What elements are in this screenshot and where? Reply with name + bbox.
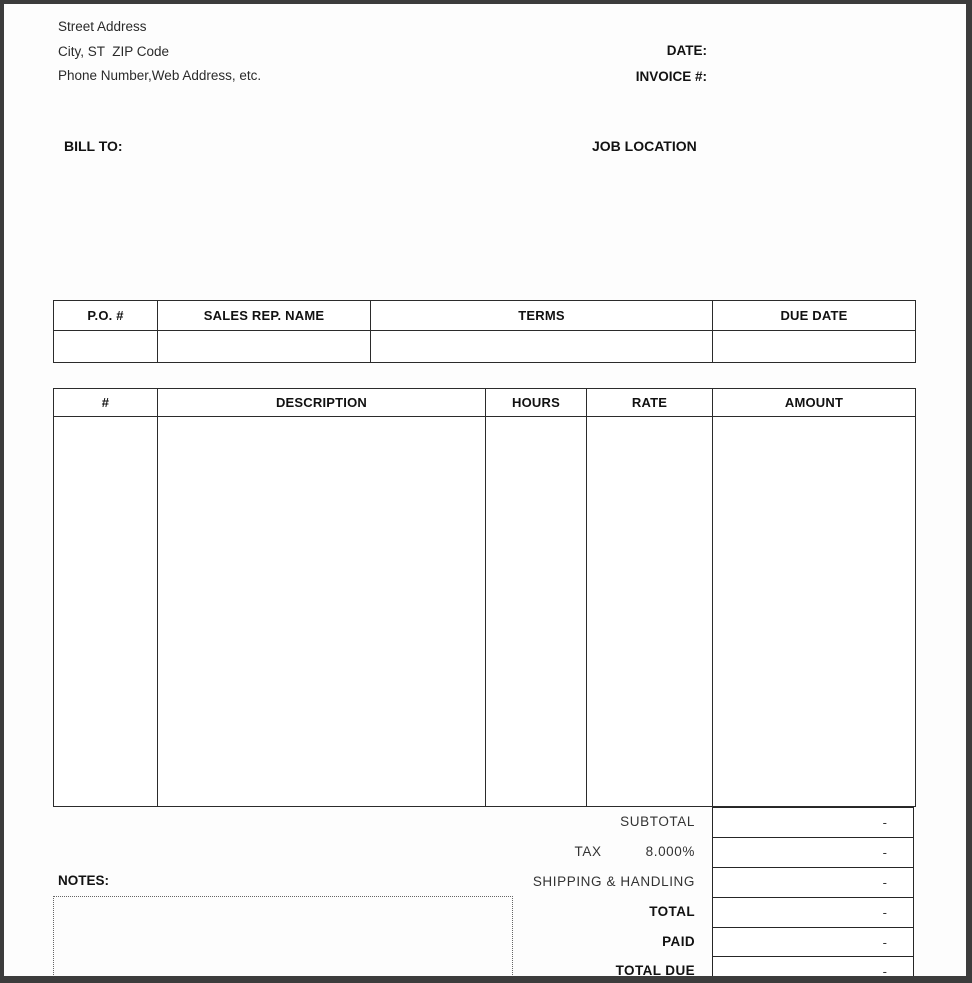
sales-rep-header: SALES REP. NAME bbox=[158, 301, 371, 331]
paid-label-text: PAID bbox=[662, 934, 695, 949]
total-due-value-cell: - bbox=[712, 956, 914, 983]
hours-header: HOURS bbox=[486, 389, 587, 417]
amount-column[interactable] bbox=[713, 417, 915, 806]
shipping-value-cell: - bbox=[712, 867, 914, 898]
description-column[interactable] bbox=[158, 417, 486, 806]
shipping-label bbox=[275, 867, 695, 897]
invoice-number-label: INVOICE #: bbox=[635, 68, 707, 84]
address-line-phone: Phone Number,Web Address, etc. bbox=[58, 68, 262, 83]
po-number-cell[interactable] bbox=[54, 331, 158, 362]
sales-rep-cell[interactable] bbox=[158, 331, 371, 362]
rate-header: RATE bbox=[587, 389, 713, 417]
total-value-cell: - bbox=[712, 897, 914, 928]
order-info-table bbox=[53, 300, 916, 363]
line-items-table bbox=[53, 388, 916, 807]
notes-input-box[interactable] bbox=[53, 896, 513, 983]
total-label-text: TOTAL bbox=[649, 904, 695, 919]
notes-label: NOTES: bbox=[58, 873, 110, 888]
tax-label-row bbox=[275, 837, 695, 867]
total-due-label-text: TOTAL DUE bbox=[615, 963, 695, 978]
due-date-cell[interactable] bbox=[713, 331, 915, 362]
po-number-header: P.O. # bbox=[54, 301, 158, 331]
rate-column[interactable] bbox=[587, 417, 713, 806]
description-header: DESCRIPTION bbox=[158, 389, 486, 417]
shipping-label-text: SHIPPING & HANDLING bbox=[532, 874, 695, 889]
subtotal-label-text: SUBTOTAL bbox=[620, 814, 695, 829]
address-line-city: City, ST ZIP Code bbox=[58, 43, 170, 59]
amount-header: AMOUNT bbox=[713, 389, 915, 417]
address-line-street: Street Address bbox=[58, 19, 147, 34]
hours-column[interactable] bbox=[486, 417, 587, 806]
item-number-column[interactable] bbox=[54, 417, 158, 806]
paid-value-cell: - bbox=[712, 927, 914, 958]
tax-rate-value: 8.000% bbox=[645, 844, 695, 859]
item-number-header: # bbox=[54, 389, 158, 417]
bill-to-label: BILL TO: bbox=[64, 138, 123, 154]
invoice-meta-block bbox=[636, 38, 707, 89]
subtotal-label bbox=[275, 807, 695, 837]
job-location-label: JOB LOCATION bbox=[592, 138, 697, 154]
terms-header: TERMS bbox=[371, 301, 713, 331]
tax-label-text: TAX bbox=[574, 844, 602, 859]
tax-value-cell: - bbox=[712, 837, 914, 868]
company-address-block bbox=[58, 15, 261, 89]
due-date-header: DUE DATE bbox=[713, 301, 915, 331]
date-label: DATE: bbox=[666, 43, 707, 58]
terms-cell[interactable] bbox=[371, 331, 713, 362]
subtotal-value-cell: - bbox=[712, 807, 914, 838]
